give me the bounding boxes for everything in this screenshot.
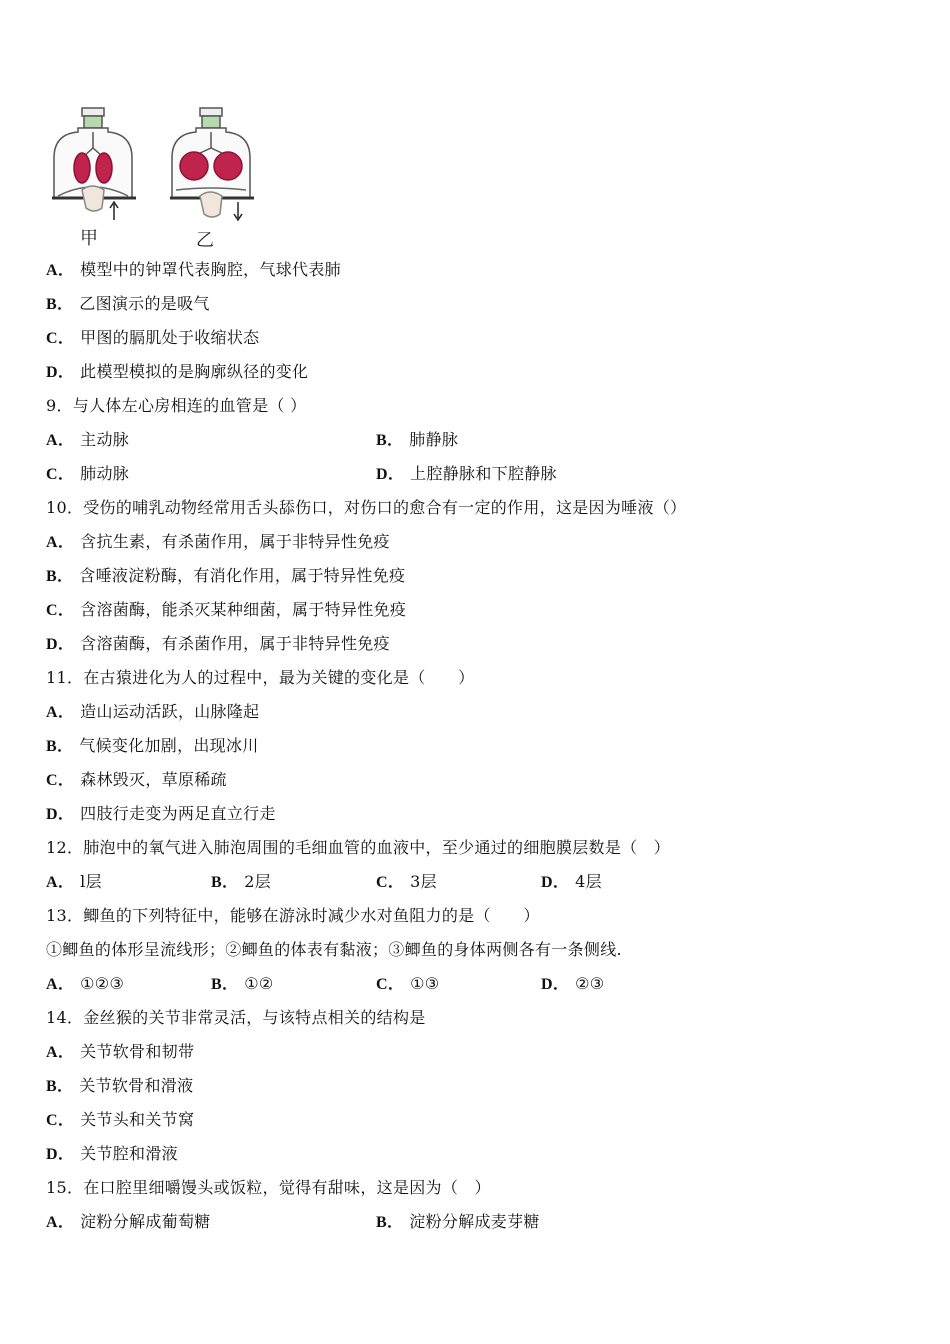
q9-stem: 9．与人体左心房相连的血管是（ ）	[46, 396, 307, 415]
q11-option-c: C． 森林毁灭，草原稀疏	[46, 770, 227, 789]
q9-option-c: C． 肺动脉	[46, 464, 130, 483]
q9-option-b: B． 肺静脉	[376, 430, 459, 449]
q10-option-c: C． 含溶菌酶，能杀灭某种细菌，属于特异性免疫	[46, 600, 407, 619]
q13-option-b: B． ①②	[211, 974, 274, 993]
q14-option-a: A． 关节软骨和韧带	[46, 1042, 195, 1061]
q9-option-d: D． 上腔静脉和下腔静脉	[376, 464, 557, 483]
q8-option-b: B． 乙图演示的是吸气	[46, 294, 210, 313]
q14-option-d: D． 关节腔和滑液	[46, 1144, 178, 1163]
q15-option-b: B． 淀粉分解成麦芽糖	[376, 1212, 540, 1231]
q12-option-c: C． 3层	[376, 872, 437, 891]
q10-stem: 10．受伤的哺乳动物经常用舌头舔伤口，对伤口的愈合有一定的作用，这是因为唾液（）	[46, 498, 687, 517]
jar-right	[170, 108, 254, 220]
q11-stem: 11．在古猿进化为人的过程中，最为关键的变化是（ ）	[46, 668, 475, 687]
q8-option-c: C． 甲图的膈肌处于收缩状态	[46, 328, 260, 347]
q13-stem: 13．鲫鱼的下列特征中，能够在游泳时减少水对鱼阻力的是（ ）	[46, 906, 540, 925]
bell-jar-models-illustration	[44, 98, 264, 250]
q11-option-d: D． 四肢行走变为两足直立行走	[46, 804, 276, 823]
q8-option-d: D． 此模型模拟的是胸廓纵径的变化	[46, 362, 309, 381]
bell-jar-figure	[44, 98, 264, 250]
q10-option-d: D． 含溶菌酶，有杀菌作用，属于非特异性免疫	[46, 634, 390, 653]
q13-note: ①鲫鱼的体形呈流线形；②鲫鱼的体表有黏液；③鲫鱼的身体两侧各有一条侧线.	[46, 940, 622, 959]
q11-option-a: A． 造山运动活跃，山脉隆起	[46, 702, 260, 721]
q13-option-c: C． ①③	[376, 974, 440, 993]
figure-label-yi: 乙	[196, 230, 214, 251]
q12-option-a: A． l层	[46, 872, 102, 891]
jar-left	[52, 108, 136, 220]
q8-option-a: A． 模型中的钟罩代表胸腔，气球代表肺	[46, 260, 341, 279]
q14-option-c: C． 关节头和关节窝	[46, 1110, 195, 1129]
q10-option-b: B． 含唾液淀粉酶，有消化作用，属于特异性免疫	[46, 566, 406, 585]
q12-option-d: D． 4层	[541, 872, 602, 891]
q12-option-b: B． 2层	[211, 872, 272, 891]
figure-label-jia: 甲	[80, 228, 98, 249]
q9-option-a: A． 主动脉	[46, 430, 130, 449]
q12-stem: 12．肺泡中的氧气进入肺泡周围的毛细血管的血液中，至少通过的细胞膜层数是（ ）	[46, 838, 671, 857]
q10-option-a: A． 含抗生素，有杀菌作用，属于非特异性免疫	[46, 532, 390, 551]
q15-stem: 15．在口腔里细嚼馒头或饭粒，觉得有甜味，这是因为（ ）	[46, 1178, 491, 1197]
q14-stem: 14．金丝猴的关节非常灵活，与该特点相关的结构是	[46, 1008, 426, 1027]
q15-option-a: A． 淀粉分解成葡萄糖	[46, 1212, 211, 1231]
q13-option-d: D． ②③	[541, 974, 605, 993]
q14-option-b: B． 关节软骨和滑液	[46, 1076, 194, 1095]
q13-option-a: A． ①②③	[46, 974, 125, 993]
q11-option-b: B． 气候变化加剧，出现冰川	[46, 736, 259, 755]
